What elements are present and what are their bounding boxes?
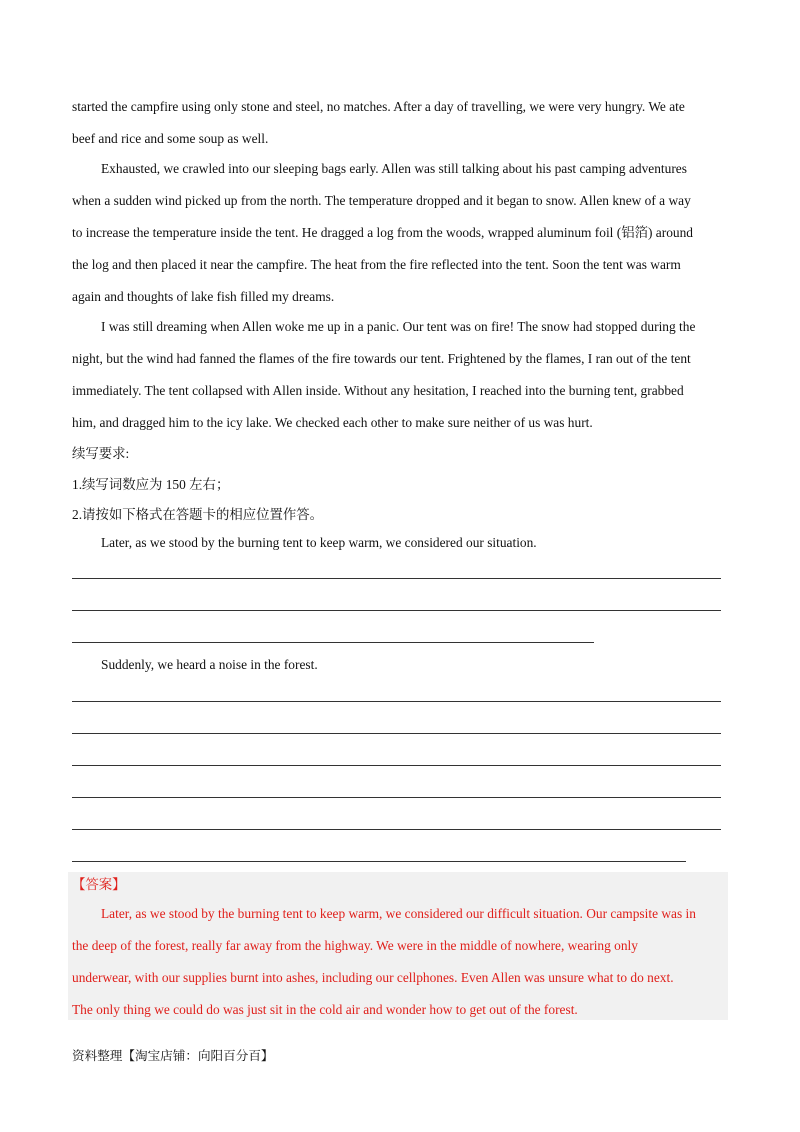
passage-line: Exhausted, we crawled into our sleeping bags early. Allen was still talking about his past camping adventures [101,161,687,176]
passage-line: immediately. The tent collapsed with Allen inside. Without any hesitation, I reached into the burning tent, grabbed [72,383,684,398]
footer-source: 资料整理【淘宝店铺：向阳百分百】 [72,1049,274,1063]
passage-line: again and thoughts of lake fish filled my dreams. [72,289,335,304]
answer-line: the deep of the forest, really far away from the highway. We were in the middle of nowhere, wearing only [72,938,638,953]
writing-line[interactable] [72,797,721,798]
passage-line: when a sudden wind picked up from the north. The temperature dropped and it began to snow. Allen knew of a way [72,193,691,208]
writing-line[interactable] [72,765,721,766]
answer-line: Later, as we stood by the burning tent to keep warm, we considered our difficult situation. Our campsite was in [101,906,696,921]
writing-line[interactable] [72,610,721,611]
writing-line[interactable] [72,701,721,702]
passage-line: night, but the wind had fanned the flames of the fire towards our tent. Frightened by the flames, I ran out of the tent [72,351,691,366]
writing-line[interactable] [72,578,721,579]
requirement-item: 1.续写词数应为 150 左右； [72,477,230,492]
answer-line: The only thing we could do was just sit in the cold air and wonder how to get out of the forest. [72,1002,578,1017]
answer-label: 【答案】 [72,877,126,892]
first-paragraph-prompt: Later, as we stood by the burning tent to keep warm, we considered our situation. [101,535,537,550]
answer-line: underwear, with our supplies burnt into ashes, including our cellphones. Even Allen was unsure what to do next. [72,970,674,985]
writing-line[interactable] [72,861,686,862]
writing-line[interactable] [72,829,721,830]
requirement-item: 2.请按如下格式在答题卡的相应位置作答。 [72,507,324,522]
second-paragraph-prompt: Suddenly, we heard a noise in the forest. [101,657,318,672]
passage-line: beef and rice and some soup as well. [72,131,269,146]
writing-line[interactable] [72,642,594,643]
requirements-title: 续写要求: [72,446,130,461]
passage-line: started the campfire using only stone and steel, no matches. After a day of travelling, we were very hungry. We ate [72,99,685,114]
passage-line: to increase the temperature inside the tent. He dragged a log from the woods, wrapped aluminum foil (铝箔) around [72,225,693,240]
passage-line: him, and dragged him to the icy lake. We checked each other to make sure neither of us was hurt. [72,415,593,430]
writing-line[interactable] [72,733,721,734]
passage-line: the log and then placed it near the campfire. The heat from the fire reflected into the tent. Soon the tent was warm [72,257,681,272]
passage-line: I was still dreaming when Allen woke me up in a panic. Our tent was on fire! The snow had stopped during the [101,319,696,334]
